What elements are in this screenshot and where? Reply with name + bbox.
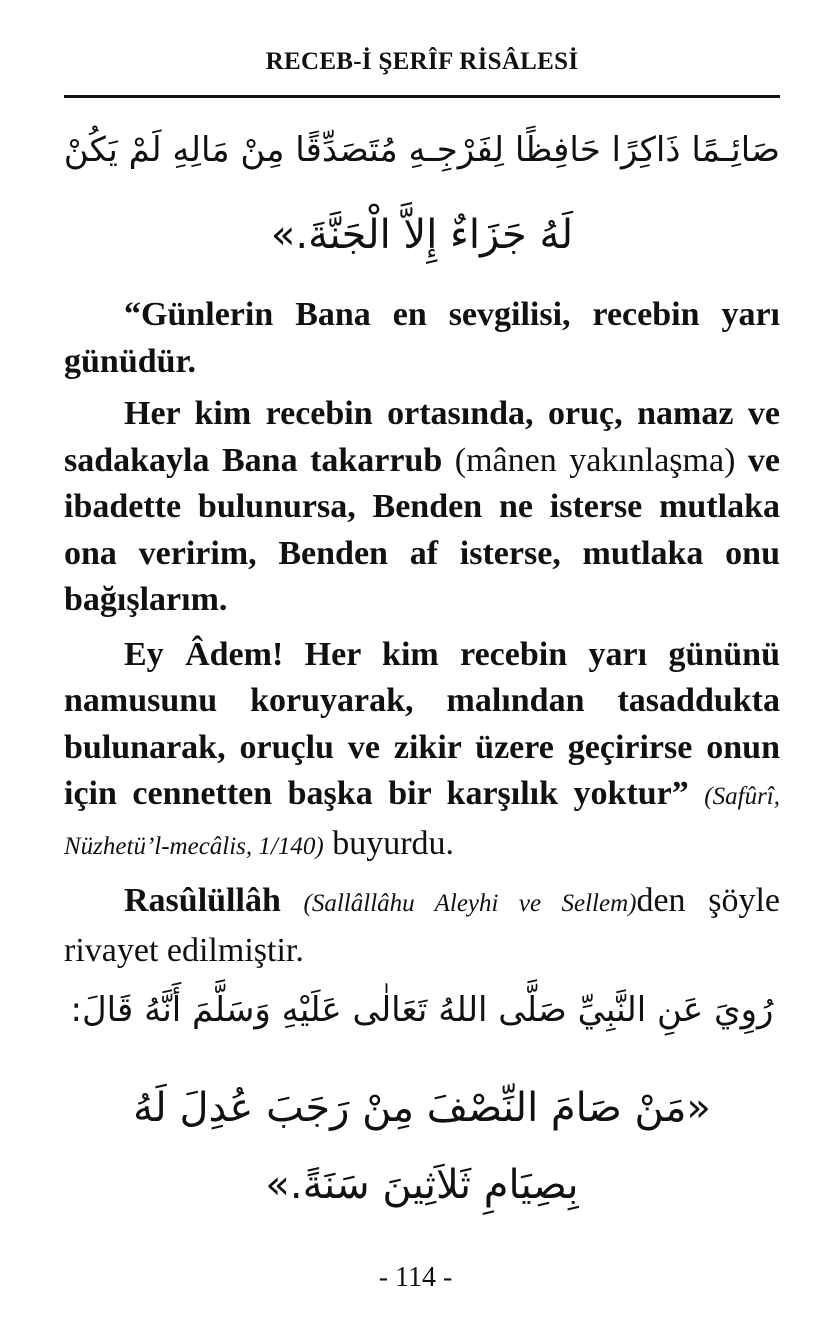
paragraph-3 (64, 632, 780, 871)
page-header-title: RECEB-İ ŞERÎF RİSÂLESİ (265, 48, 579, 75)
paragraph-3-end: buyurdu. (323, 824, 455, 862)
arabic-hadith-line-1: رُوِيَ عَنِ النَّبِيِّ صَلَّى اللهُ تَعَالٰى عَلَيْهِ وَسَلَّمَ أَنَّهُ قَالَ: (70, 990, 774, 1030)
arabic-hadith-line-2: «مَنْ صَامَ النِّصْفَ مِنْ رَجَبَ عُدِلَ لَهُ (133, 1085, 711, 1131)
paragraph-4-bold: Rasûlüllâh (124, 882, 281, 919)
paragraph-2-bold-end: ve ibadette bulunursa, Benden ne isterse mutlaka ona veririm, Benden af isterse, mutlaka onu bağışlarım. (64, 441, 780, 618)
header-divider (64, 95, 780, 98)
arabic-verse-line-2: لَهُ جَزَاءٌ إِلاَّ الْجَنَّةَ.» (270, 212, 574, 258)
paragraph-4-honorific: (Sallâllâhu Aleyhi ve Sellem) (303, 890, 637, 917)
paragraph-1 (64, 292, 780, 385)
paragraph-2 (64, 391, 780, 624)
paragraph-2-bold: Her kim recebin ortasında, oruç, namaz ve sadakayla Bana takarrub (64, 395, 780, 479)
paragraph-4 (64, 878, 780, 974)
paragraph-1-text: “Günlerin Bana en sevgilisi, recebin yarı günüdür. (64, 296, 780, 380)
paragraph-3-bold: Ey Âdem! Her kim recebin yarı gününü namusunu koruyarak, malından tasaddukta bulunarak, oruçlu ve zikir üzere geçirirse onun için cennetten başka bir karşılık yoktur” (64, 635, 780, 812)
paragraph-4-end: den şöyle rivayet edilmiştir. (64, 882, 780, 969)
page-number: - 114 - (378, 1262, 453, 1293)
paragraph-3-reference: (Safûrî, Nüzhetü’l-mecâlis, 1/140) (64, 783, 780, 860)
body-text (64, 292, 780, 982)
paragraph-2-gloss: (mânen yakınlaşma) (442, 441, 736, 479)
arabic-hadith-line-3: بِصِيَامِ ثَلاَثِينَ سَنَةً.» (265, 1162, 579, 1208)
arabic-verse-line-1: صَائِـمًا ذَاكِرًا حَافِظًا لِفَرْجِـهِ مُتَصَدِّقًا مِنْ مَالِهِ لَمْ يَكُنْ (63, 130, 780, 170)
